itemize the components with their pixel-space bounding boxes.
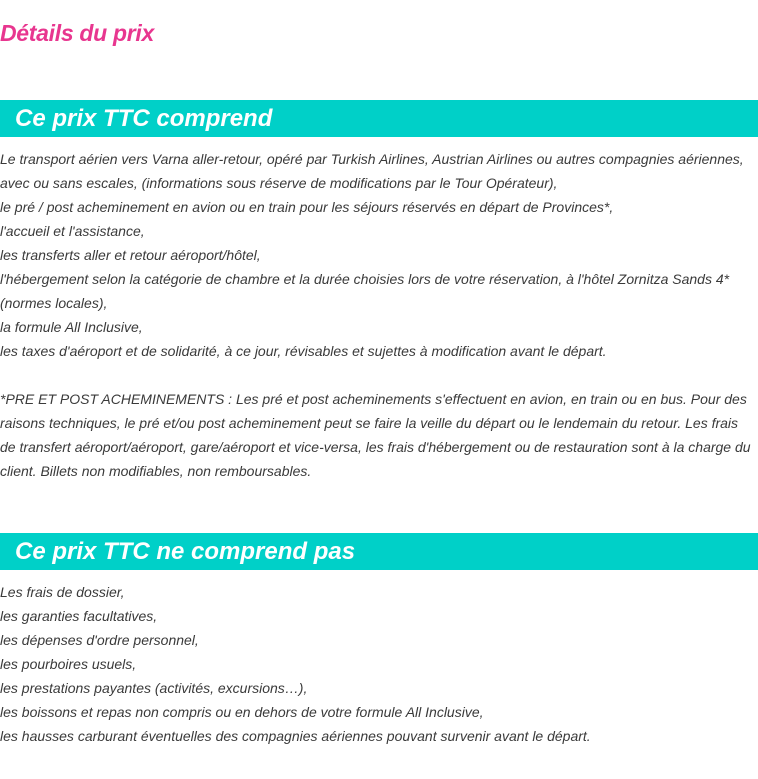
included-note: *PRE ET POST ACHEMINEMENTS : Les pré et post acheminements s'effectuent en avion, en train ou en bus. Pour des raisons techniques, le pré et/ou post acheminement peut se faire la veille du départ ou le lendemain du retour. Les frais de transfert aéroport/aéroport, gare/aéroport et vice-versa, les frais d'hébergement ou de restauration sont à la charge du client. Billets non modifiables, non remboursables. — [0, 391, 751, 479]
excluded-item-personal-expenses: les dépenses d'ordre personnel, — [0, 632, 199, 648]
included-item-transport: Le transport aérien vers Varna aller-retour, opéré par Turkish Airlines, Austrian Airlines ou autres compagnies aériennes, avec ou sans escales, (informations sous réserve de modifications par le Tour Opérateur), — [0, 151, 744, 191]
excluded-item-paid-services: les prestations payantes (activités, excursions…), — [0, 680, 308, 696]
excluded-section-heading: Ce prix TTC ne comprend pas — [15, 538, 356, 565]
included-section-header — [0, 100, 758, 137]
included-item-accommodation: l'hébergement selon la catégorie de chambre et la durée choisies lors de votre réservation, à l'hôtel Zornitza Sands 4* (normes locales), — [0, 271, 730, 311]
excluded-section-header — [0, 533, 758, 570]
excluded-item-fuel-surcharge: les hausses carburant éventuelles des compagnies aériennes pouvant survenir avant le départ. — [0, 728, 591, 744]
included-section-heading: Ce prix TTC comprend — [15, 105, 273, 132]
excluded-item-optional-insurance: les garanties facultatives, — [0, 608, 158, 624]
excluded-item-tips: les pourboires usuels, — [0, 656, 137, 672]
included-item-welcome: l'accueil et l'assistance, — [0, 223, 145, 239]
page-title: Détails du prix — [0, 20, 154, 46]
included-item-pre-post-transport: le pré / post acheminement en avion ou en train pour les séjours réservés en départ de Provinces*, — [0, 199, 614, 215]
paragraph-spacer — [0, 363, 752, 387]
excluded-item-drinks-meals: les boissons et repas non compris ou en dehors de votre formule All Inclusive, — [0, 704, 484, 720]
included-item-all-inclusive: la formule All Inclusive, — [0, 319, 143, 335]
included-item-taxes: les taxes d'aéroport et de solidarité, à ce jour, révisables et sujettes à modification avant le départ. — [0, 343, 607, 359]
excluded-list — [0, 580, 752, 748]
included-list — [0, 147, 752, 483]
excluded-item-fees: Les frais de dossier, — [0, 584, 125, 600]
included-item-transfers: les transferts aller et retour aéroport/hôtel, — [0, 247, 261, 263]
